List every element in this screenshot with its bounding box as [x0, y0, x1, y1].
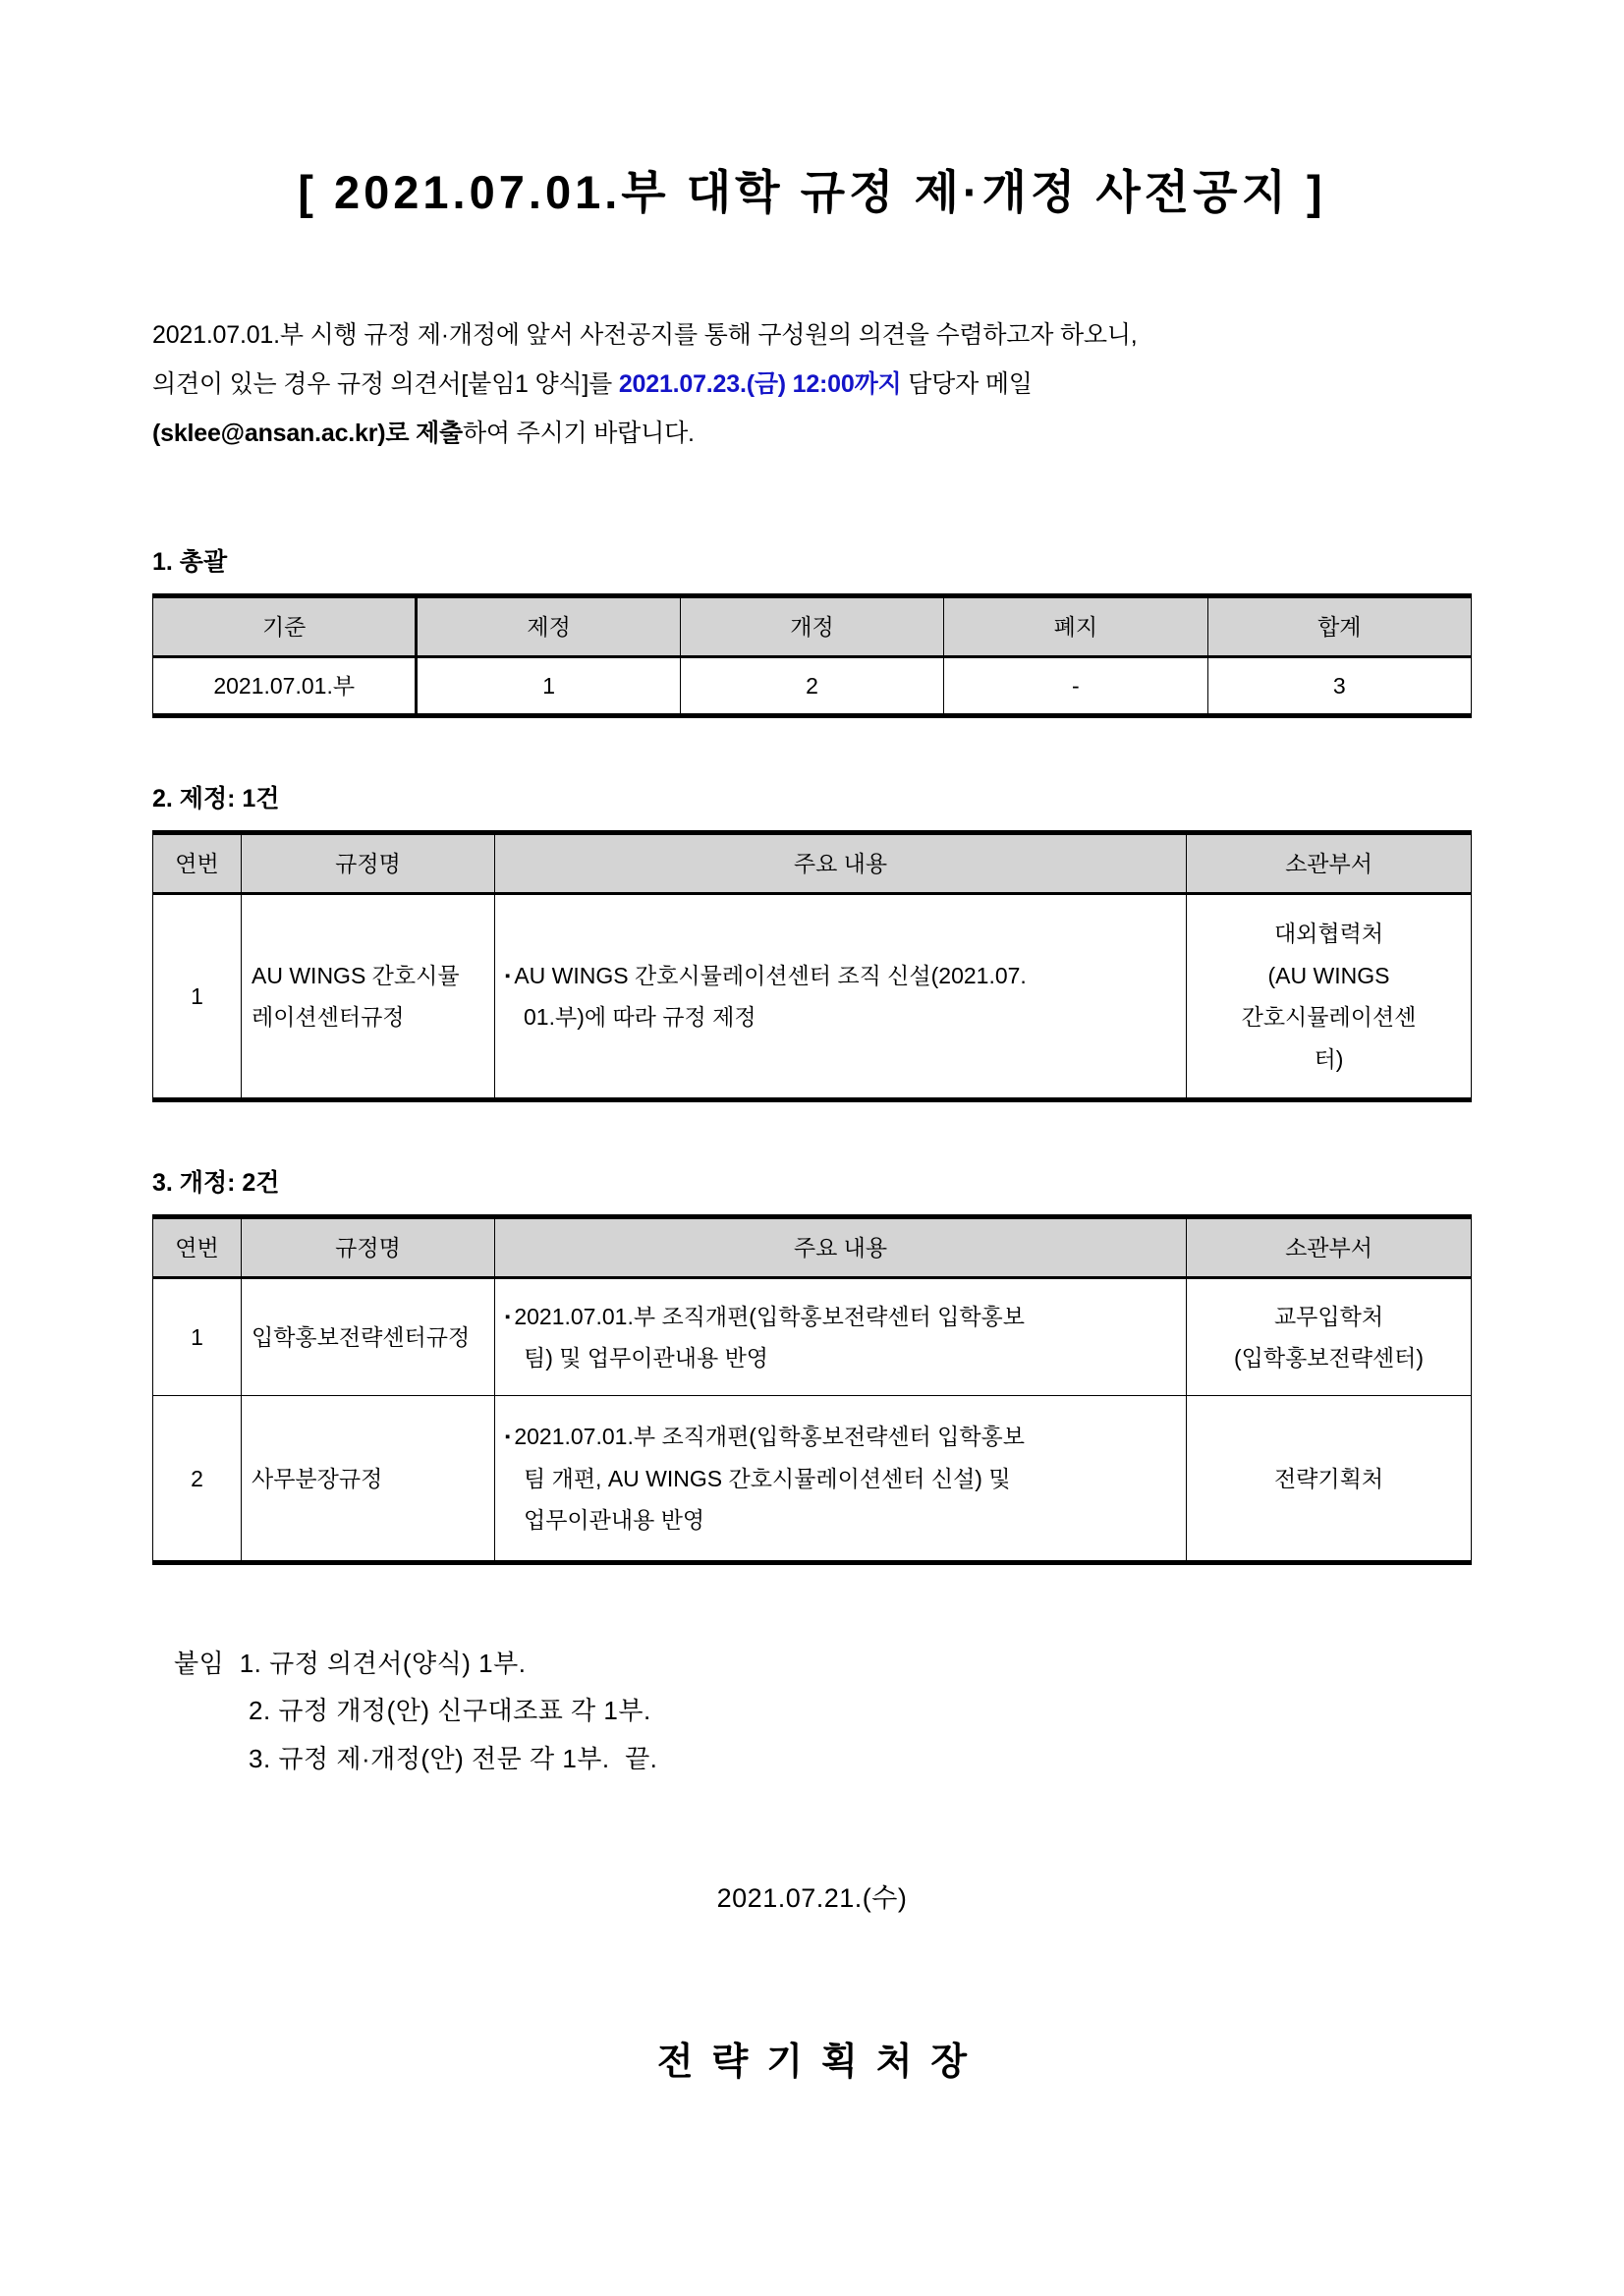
cell-regulation-name — [242, 894, 495, 1100]
table-row — [153, 657, 1472, 716]
attachment-row — [174, 1735, 1472, 1782]
content-line: 2021.07.01.부 조직개편(입학홍보전략센터 입학홍보 — [514, 1424, 1025, 1450]
content-line-wrap — [505, 996, 1176, 1038]
column-header-main-content: 주요 내용 — [495, 833, 1187, 894]
intro-line-2-prefix: 의견이 있는 경우 규정 의견서[붙임1 양식]를 — [152, 370, 619, 399]
content-bullet — [505, 955, 1176, 997]
content-line-wrap — [505, 1458, 1176, 1500]
attachment-item: 1. 규정 의견서(양식) 1부. — [239, 1649, 527, 1679]
column-header-seq: 연번 — [153, 1217, 242, 1278]
content-line: 업무이관내용 반영 — [524, 1507, 705, 1534]
cell-seq: 1 — [153, 1278, 242, 1396]
column-header-department: 소관부서 — [1187, 833, 1472, 894]
intro-line-2 — [152, 360, 1472, 409]
cell-regulation-name — [242, 1396, 495, 1563]
attachments-block — [152, 1640, 1472, 1781]
cell-main-content — [495, 1278, 1187, 1396]
regulation-name-line: 레이션센터규정 — [252, 1004, 405, 1031]
cell-seq: 2 — [153, 1396, 242, 1563]
cell-abolished: - — [944, 657, 1207, 716]
cell-seq: 1 — [153, 894, 242, 1100]
section-heading-summary: 1. 총괄 — [152, 548, 228, 577]
column-header-enacted: 제정 — [417, 596, 680, 657]
department-line: 교무입학처 — [1273, 1303, 1384, 1329]
content-bullet — [505, 1416, 1176, 1458]
intro-line-3-suffix: 하여 주시기 바랍니다. — [462, 420, 695, 448]
square-bullet-icon: ▪ — [505, 1428, 511, 1446]
regulation-name-line: 사무분장규정 — [252, 1465, 383, 1491]
cell-department — [1187, 1278, 1472, 1396]
deadline-highlight: 2021.07.23.(금) 12:00까지 — [618, 370, 902, 399]
regulation-name-line: 입학홍보전략센터규정 — [252, 1324, 471, 1351]
intro-paragraph — [152, 310, 1472, 458]
content-line-wrap — [505, 1337, 1176, 1379]
column-header-regulation-name: 규정명 — [242, 833, 495, 894]
attachment-item: 3. 규정 제·개정(안) 전문 각 1부. 끝. — [249, 1743, 658, 1773]
attachment-row — [174, 1687, 1472, 1734]
intro-line-3 — [152, 409, 1472, 458]
page-title: [ 2021.07.01.부 대학 규정 제·개정 사전공지 ] — [298, 166, 1326, 218]
column-header-basis: 기준 — [153, 596, 417, 657]
cell-regulation-name — [242, 1278, 495, 1396]
table-row — [153, 1278, 1472, 1396]
table-header-row — [153, 833, 1472, 894]
attachment-first-row — [174, 1640, 1472, 1687]
content-line-wrap — [505, 1499, 1176, 1541]
column-header-seq: 연번 — [153, 833, 242, 894]
content-line: 01.부)에 따라 규정 제정 — [524, 1004, 756, 1031]
column-header-amended: 개정 — [680, 596, 943, 657]
column-header-main-content: 주요 내용 — [495, 1217, 1187, 1278]
cell-enacted: 1 — [417, 657, 680, 716]
contact-email: (sklee@ansan.ac.kr)로 제출 — [152, 420, 463, 448]
cell-basis: 2021.07.01.부 — [153, 657, 417, 716]
table-header-row — [153, 596, 1472, 657]
column-header-total: 합계 — [1207, 596, 1471, 657]
attachments-label: 붙임 — [174, 1649, 225, 1679]
department-line: 터) — [1314, 1045, 1344, 1072]
regulation-name-line: AU WINGS 간호시뮬 — [252, 962, 460, 988]
department-line: (입학홍보전략센터) — [1233, 1345, 1425, 1372]
cell-total: 3 — [1207, 657, 1471, 716]
content-line: 팀 개편, AU WINGS 간호시뮬레이션센터 신설) 및 — [524, 1465, 1011, 1491]
column-header-regulation-name: 규정명 — [242, 1217, 495, 1278]
intro-line-1: 2021.07.01.부 시행 규정 제·개정에 앞서 사전공지를 통해 구성원의 의견을 수렴하고자 하오니, — [152, 321, 1138, 350]
cell-department — [1187, 1396, 1472, 1563]
table-header-row — [153, 1217, 1472, 1278]
content-line: 2021.07.01.부 조직개편(입학홍보전략센터 입학홍보 — [514, 1303, 1025, 1329]
square-bullet-icon: ▪ — [505, 967, 511, 984]
table-row — [153, 894, 1472, 1100]
intro-line-2-suffix: 담당자 메일 — [901, 370, 1033, 399]
enactment-table — [152, 830, 1472, 1102]
cell-amended: 2 — [680, 657, 943, 716]
amendment-table — [152, 1214, 1472, 1565]
cell-main-content — [495, 1396, 1187, 1563]
department-line: 간호시뮬레이션센 — [1241, 1004, 1417, 1031]
section-heading-enactment: 2. 제정: 1건 — [152, 785, 280, 813]
attachment-item: 2. 규정 개정(안) 신구대조표 각 1부. — [249, 1696, 651, 1726]
square-bullet-icon: ▪ — [505, 1308, 511, 1325]
document-date: 2021.07.21.(수) — [716, 1882, 908, 1913]
cell-department — [1187, 894, 1472, 1100]
summary-table — [152, 593, 1472, 718]
content-line: AU WINGS 간호시뮬레이션센터 조직 신설(2021.07. — [514, 962, 1027, 988]
column-header-department: 소관부서 — [1187, 1217, 1472, 1278]
content-bullet — [505, 1296, 1176, 1338]
column-header-abolished: 폐지 — [944, 596, 1207, 657]
content-line: 팀) 및 업무이관내용 반영 — [524, 1345, 769, 1372]
department-line: (AU WINGS — [1267, 962, 1390, 988]
department-line: 전략기획처 — [1273, 1465, 1384, 1491]
section-heading-amendment: 3. 개정: 2건 — [152, 1169, 280, 1198]
table-row — [153, 1396, 1472, 1563]
department-line: 대외협력처 — [1273, 921, 1384, 947]
signature-line: 전략기획처장 — [656, 2041, 986, 2083]
cell-main-content — [495, 894, 1187, 1100]
